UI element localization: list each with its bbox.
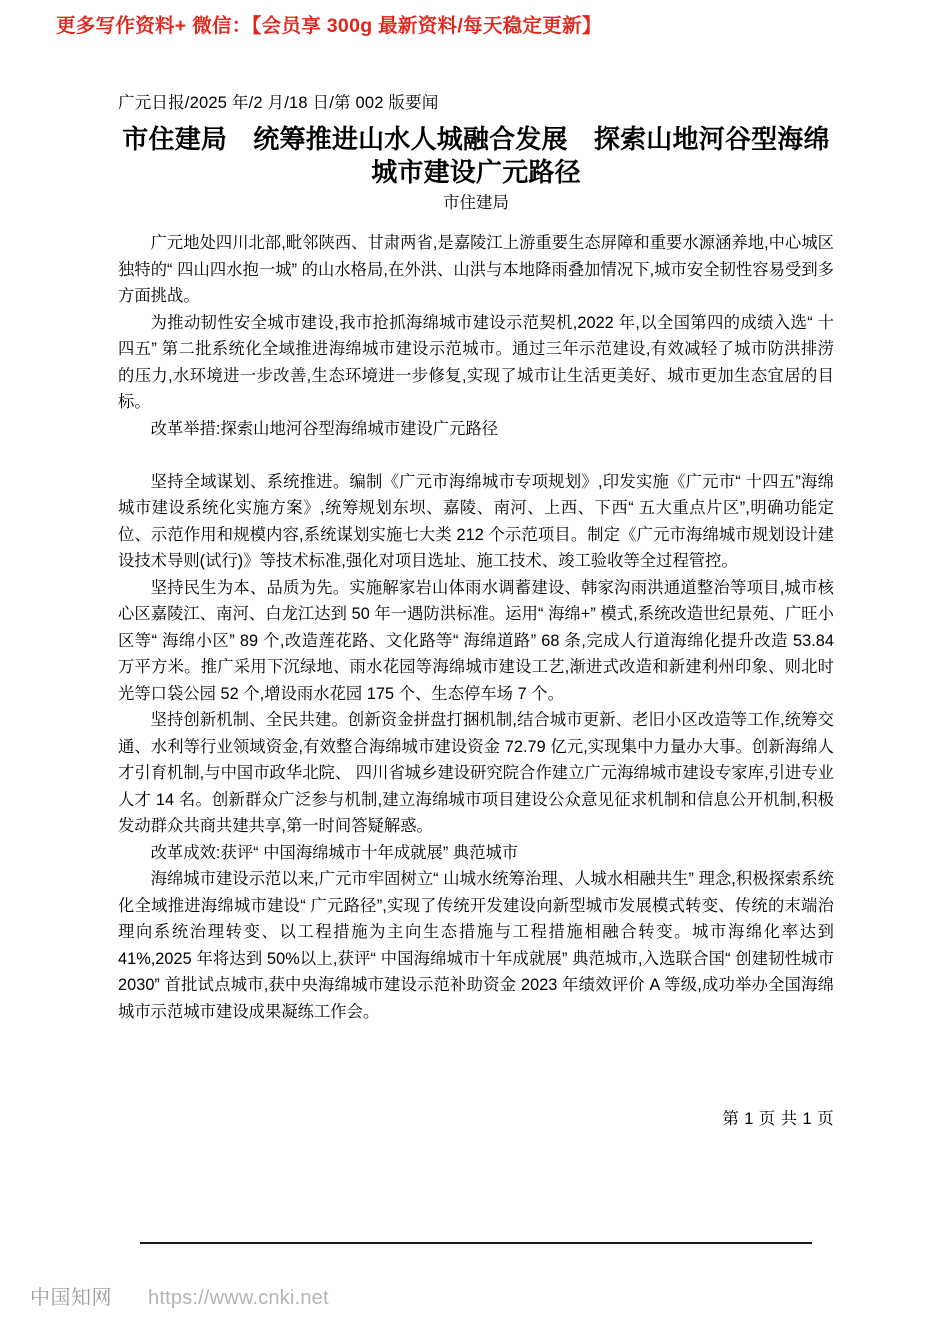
paragraph: 为推动韧性安全城市建设,我市抢抓海绵城市建设示范契机,2022 年,以全国第四的成绩入选“ 十四五” 第二批系统化全域推进海绵城市建设示范城市。通过三年示范建设,有效减轻了城市防洪排涝的压力,水环境进一步改善,生态环境进一步修复,实现了城市让生活更美好、城市更加生态宜居的目标。 — [118, 313, 834, 411]
paragraph: 广元地处四川北部,毗邻陕西、甘肃两省,是嘉陵江上游重要生态屏障和重要水源涵养地,中心城区独特的“ 四山四水抱一城” 的山水格局,在外洪、山洪与本地降雨叠加情况下,城市安全韧性容易受到多方面挑战。 — [118, 234, 834, 305]
promo-banner-text: 更多写作资料+ 微信：【会员享 300g 最新资料/每天稳定更新】 — [56, 15, 602, 37]
paragraph: 海绵城市建设示范以来,广元市牢固树立“ 山城水统筹治理、人城水相融共生” 理念,积极探索系统化全域推进海绵城市建设“ 广元路径”,实现了传统开发建设向新型城市发展模式转变、传统的末端治理向系统治理转变、以工程措施为主向生态措施与工程措施相融合转变。城市海绵化率达到 41%,2025 年将达到 50%以上,获评“ 中国海绵城市十年成就展” 典范城市,入选联合国“ 创建韧性城市 2030” 首批试点城市,获中央海绵城市建设示范补助资金 2023 年绩效评价 A 等级,成功举办全国海绵城市示范城市建设成果凝练工作会。 — [118, 870, 834, 1021]
paragraph: 坚持全域谋划、系统推进。编制《广元市海绵城市专项规划》,印发实施《广元市“ 十四五”海绵城市建设系统化实施方案》,统筹规划东坝、嘉陵、南河、上西、下西“ 五大重点片区”,明确功能定位、示范作用和规模内容,系统谋划实施七大类 212 个示范项目。制定《广元市海绵城市规划设计建设技术导则(试行)》等技术标准,强化对项目选址、施工技术、竣工验收等全过程管控。 — [118, 472, 834, 570]
cnki-site-url: https://www.cnki.net — [148, 1287, 329, 1309]
footer-divider — [140, 1242, 812, 1244]
cnki-site-name: 中国知网 — [30, 1287, 112, 1309]
article-body — [118, 230, 834, 1025]
section-heading: 改革成效:获评“ 中国海绵城市十年成就展” 典范城市 — [150, 843, 519, 862]
paragraph: 坚持创新机制、全民共建。创新资金拼盘打捆机制,结合城市更新、老旧小区改造等工作,统筹交通、水利等行业领域资金,有效整合海绵城市建设资金 72.79 亿元,实现集中力量办大事。创新海绵人才引育机制,与中国市政华北院、 四川省城乡建设研究院合作建立广元海绵城市建设专家库,引进专业人才 14 名。创新群众广泛参与机制,建立海绵城市项目建设公众意见征求机制和信息公开机制,积极发动群众共商共建共享,第一时间答疑解惑。 — [118, 711, 834, 835]
cnki-watermark — [30, 1288, 329, 1308]
page-title: 市住建局 统筹推进山水人城融合发展 探索山地河谷型海绵城市建设广元路径 — [122, 124, 830, 187]
paragraph: 坚持民生为本、品质为先。实施解家岩山体雨水调蓄建设、韩家沟雨洪通道整治等项目,城市核心区嘉陵江、南河、白龙江达到 50 年一遇防洪标准。运用“ 海绵+” 模式,系统改造世纪景苑、广旺小区等“ 海绵小区” 89 个,改造莲花路、文化路等“ 海绵道路” 68 条,完成人行道海绵化提升改造 53.84 万平方米。推广采用下沉绿地、雨水花园等海绵城市建设工艺,渐进式改造和新建利州印象、则北时光等口袋公园 52 个,增设雨水花园 175 个、生态停车场 7 个。 — [118, 578, 834, 703]
section-heading: 改革举措:探索山地河谷型海绵城市建设广元路径 — [150, 419, 499, 438]
article-byline: 市住建局 — [443, 194, 509, 212]
document-content — [118, 92, 834, 1025]
paragraph-spacer — [118, 442, 834, 469]
source-citation-line: 广元日报/2025 年/2 月/18 日/第 002 版要闻 — [118, 94, 439, 112]
page-number-footer: 第 1 页 共 1 页 — [722, 1110, 834, 1128]
